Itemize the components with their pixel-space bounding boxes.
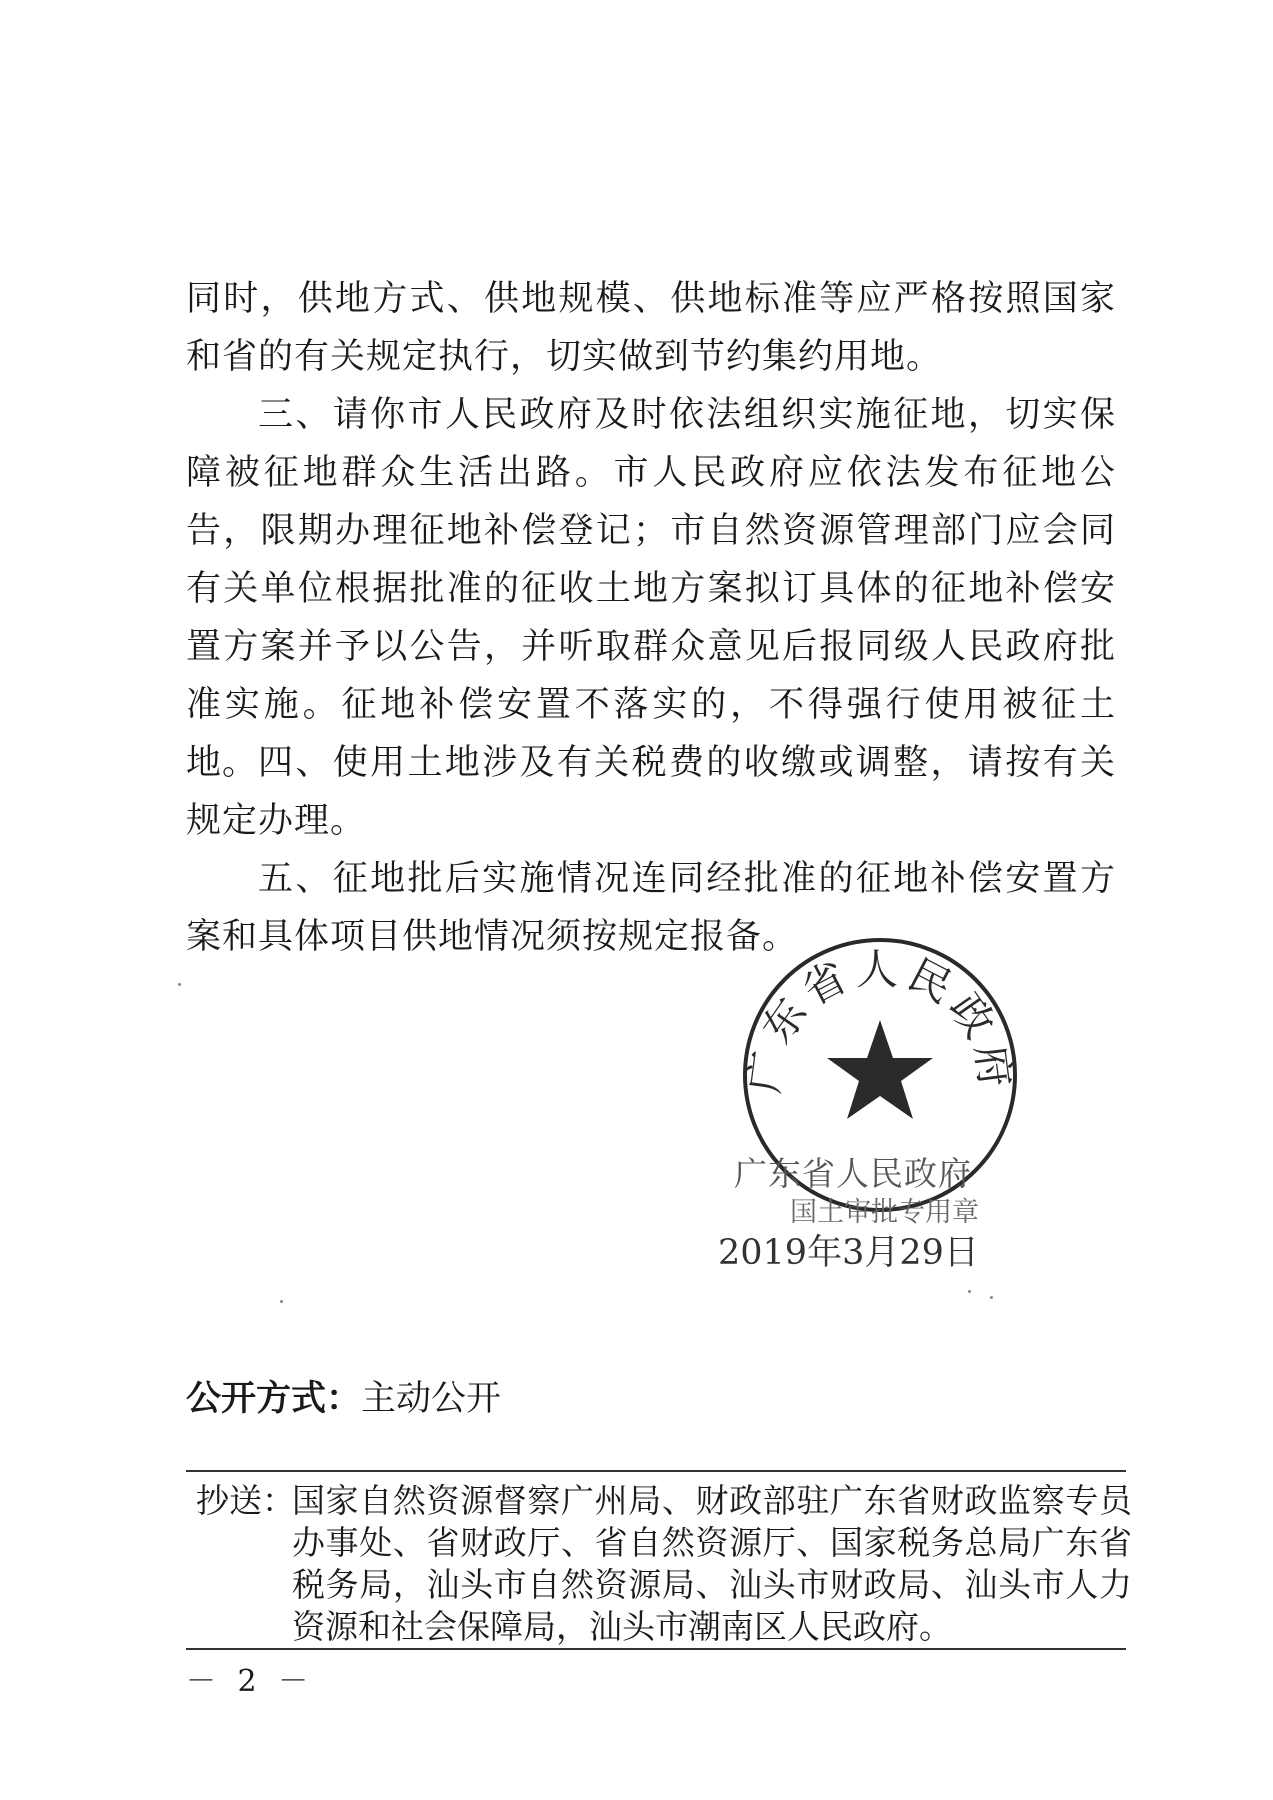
paragraph-item-4: 四、使用土地涉及有关税费的收缴或调整，请按有关规定办理。 — [186, 743, 1116, 841]
seal-star-icon — [827, 1020, 933, 1119]
scan-speck — [968, 1290, 971, 1293]
scan-speck — [280, 1300, 283, 1303]
scan-speck — [178, 983, 181, 986]
seal-purpose: 国土审批专用章 — [790, 1197, 979, 1228]
cc-top-rule — [186, 1470, 1126, 1472]
paragraph-item-3: 三、请你市人民政府及时依法组织实施征地，切实保障被征地群众生活出路。市人民政府应依法发布征地公告，限期办理征地补偿登记；市自然资源管理部门应会同有关单位根据批准的征收土地方案拟订具体的征地补偿安置方案并予以公告，并听取群众意见后报同级人民政府批准实施。征地补偿安置不落实的，不得强行使用被征土地。 — [186, 395, 1116, 783]
paragraph-item-5: 五、征地批后实施情况连同经批准的征地补偿安置方案和具体项目供地情况须按规定报备。 — [186, 859, 1116, 957]
cc-label: 抄送： — [196, 1481, 295, 1520]
disclosure-line — [186, 1374, 501, 1424]
page-number: － 2 － — [186, 1664, 315, 1699]
signing-date: 2019年3月29日 — [718, 1233, 979, 1273]
disclosure-value: 主动公开 — [361, 1379, 502, 1419]
disclosure-label: 公开方式： — [186, 1379, 362, 1419]
paragraph-continuation: 同时，供地方式、供地规模、供地标准等应严格按照国家和省的有关规定执行，切实做到节约集约用地。 — [186, 279, 1116, 377]
cc-recipients: 国家自然资源督察广州局、财政部驻广东省财政监察专员办事处、省财政厅、省自然资源厅、国家税务总局广东省税务局，汕头市自然资源局、汕头市财政局、汕头市人力资源和社会保障局，汕头市潮南区人民政府。 — [292, 1481, 1132, 1646]
scan-speck — [990, 1296, 993, 1299]
cc-bottom-rule — [186, 1648, 1126, 1650]
seal-text: 广东省人民政府 — [739, 944, 1021, 1096]
signing-organization: 广东省人民政府 — [734, 1154, 972, 1193]
